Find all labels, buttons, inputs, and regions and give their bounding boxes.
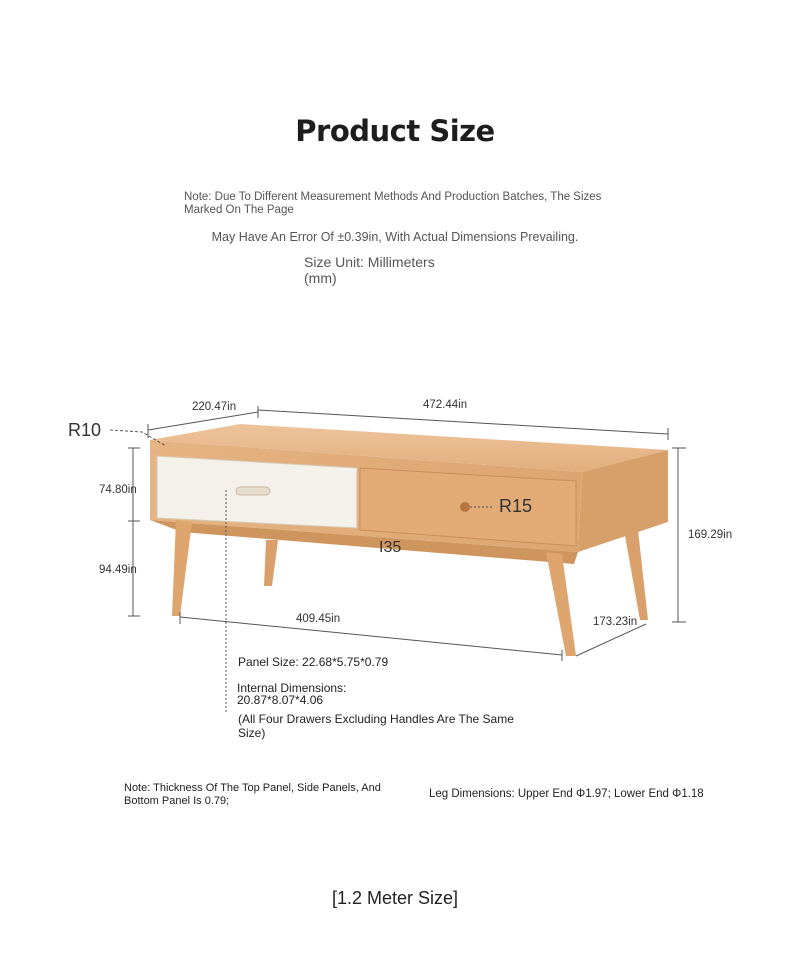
- leg-back-left: [264, 540, 278, 586]
- drawer-size-note: (All Four Drawers Excluding Handles Are The Same Size): [238, 712, 514, 740]
- panel-size-text: Panel Size: 22.68*5.75*0.79: [238, 655, 389, 669]
- leg-depth-dimension: 173.23in: [593, 616, 638, 628]
- depth-dimension: 220.47in: [192, 401, 237, 413]
- handle-radius-label: R15: [499, 496, 533, 516]
- page-title: Product Size: [295, 114, 495, 148]
- error-note: May Have An Error Of ±0.39in, With Actual Dimensions Prevailing.: [211, 230, 579, 244]
- drawer-right-handle: [460, 502, 470, 512]
- size-unit-abbrev: (mm): [304, 270, 337, 286]
- size-caption: [1.2 Meter Size]: [331, 888, 459, 908]
- drawer-left-handle: [236, 487, 270, 495]
- corner-radius-label: R10: [68, 420, 102, 440]
- drawer-height-dimension: 74.80in: [99, 484, 137, 496]
- internal-dimensions-text: [237, 682, 346, 706]
- leg-height-dimension: 94.49in: [99, 564, 137, 576]
- thickness-note: Note: Thickness Of The Top Panel, Side Panels, And Bottom Panel Is 0.79;: [124, 782, 381, 807]
- leg-back-right: [624, 530, 648, 620]
- internal-dimensions-label: Internal Dimensions:: [237, 681, 347, 695]
- leg-span-dimension: 409.45in: [296, 613, 341, 625]
- i-beam-icon: I: [379, 539, 384, 556]
- length-dimension: 472.44in: [423, 399, 468, 411]
- leg-front-left: [172, 520, 192, 616]
- leg-dimensions-text: Leg Dimensions: Upper End Φ1.97; Lower End Φ1.18: [429, 788, 704, 800]
- total-height-dimension: 169.29in: [688, 529, 733, 541]
- internal-dimensions-value: 20.87*8.07*4.06: [237, 693, 324, 707]
- size-unit-label: Size Unit: Millimeters: [304, 254, 435, 270]
- leg-front-right: [546, 552, 576, 656]
- handle-width-label: I35: [379, 539, 402, 556]
- measurement-note: Note: Due To Different Measurement Methods And Production Batches, The Sizes Marked On The Page: [184, 191, 602, 216]
